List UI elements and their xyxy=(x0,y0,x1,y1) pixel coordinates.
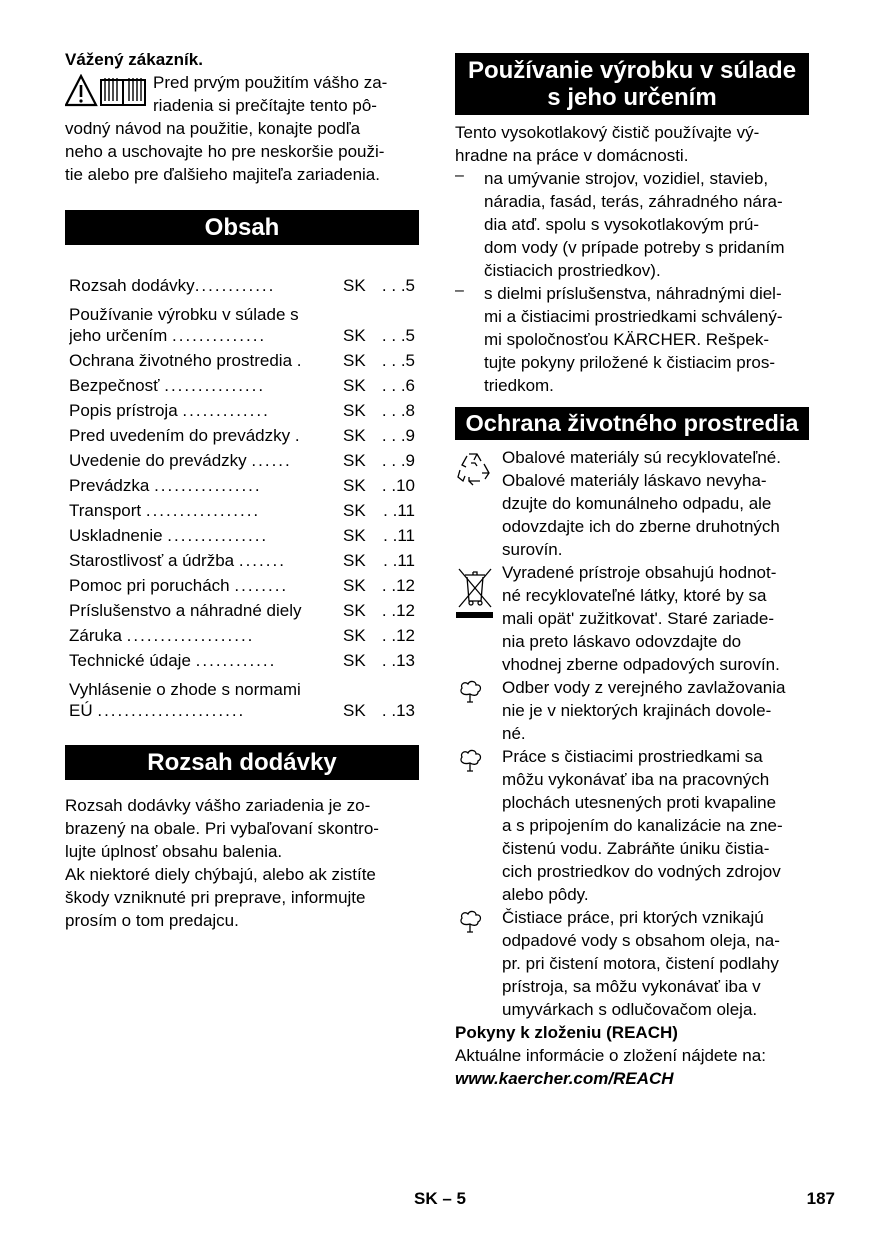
scope-line: škody vzniknuté pri preprave, informujte xyxy=(65,888,366,907)
toc-row[interactable] xyxy=(69,546,415,571)
toc-title-first-line: Používanie výrobku v súlade s xyxy=(69,305,299,324)
usage-list-item xyxy=(455,167,809,282)
toc-lang: SK xyxy=(343,626,366,645)
env-line: né recyklovateľné látky, ktoré by sa xyxy=(502,586,767,605)
toc-row[interactable] xyxy=(69,571,415,596)
toc-lang: SK xyxy=(343,351,366,370)
usage-intro-line: hradne na práce v domácnosti. xyxy=(455,146,689,165)
tree-icon xyxy=(455,910,485,936)
toc-lang: SK xyxy=(343,326,366,345)
intro-line: vodný návod na použitie, konajte podľa xyxy=(65,119,361,138)
toc-row[interactable] xyxy=(69,421,415,446)
env-line: nia preto láskavo odovzdajte do xyxy=(502,632,742,651)
usage-heading-line: s jeho určením xyxy=(547,84,717,111)
toc-dots: ........ xyxy=(234,576,289,595)
reach-text: Aktuálne informácie o zložení nájdete na: xyxy=(455,1046,766,1065)
toc-dots: ............. xyxy=(182,401,270,420)
toc-lang: SK xyxy=(343,426,366,445)
usage-body xyxy=(455,121,809,397)
toc-lang: SK xyxy=(343,451,366,470)
toc-title: jeho určením xyxy=(69,326,168,345)
scope-heading: Rozsah dodávky xyxy=(65,745,419,780)
toc-title: Príslušenstvo a náhradné diely xyxy=(69,601,302,620)
env-line: né. xyxy=(502,724,526,743)
env-line: Odber vody z verejného zavlažovania xyxy=(502,678,786,697)
toc-lang: SK xyxy=(343,651,366,670)
environment-item xyxy=(455,676,809,745)
toc-page: . .11 xyxy=(383,526,415,545)
toc-page: . . .5 xyxy=(381,276,415,295)
env-line: cich prostriedkov do vodných zdrojov xyxy=(502,862,781,881)
usage-item-line: mi spoločnosťou KÄRCHER. Rešpek- xyxy=(484,330,770,349)
toc-lang: SK xyxy=(343,276,366,295)
toc-dots: ...................... xyxy=(97,701,246,720)
scope-line: prosím o tom predajcu. xyxy=(65,911,239,930)
env-line: Obalové materiály láskavo nevyha- xyxy=(502,471,767,490)
toc-title: Rozsah dodávky xyxy=(69,276,195,295)
toc-row[interactable] xyxy=(69,646,415,671)
toc-dots: ....... xyxy=(238,551,286,570)
crossed-bin-icon xyxy=(455,565,495,625)
toc-page: . . .9 xyxy=(381,426,415,445)
toc-dots: ............... xyxy=(164,376,266,395)
toc-page: . . .8 xyxy=(381,401,415,420)
toc-page: . .12 xyxy=(381,626,415,645)
env-line: Vyradené prístroje obsahujú hodnot- xyxy=(502,563,777,582)
toc-dots: ............... xyxy=(167,526,269,545)
intro-block xyxy=(65,48,419,186)
environment-body xyxy=(455,446,809,1090)
toc-row[interactable] xyxy=(69,346,415,371)
toc-row[interactable] xyxy=(69,296,415,346)
toc-row[interactable] xyxy=(69,371,415,396)
left-column xyxy=(65,48,419,932)
env-line: Práce s čistiacimi prostriedkami sa xyxy=(502,747,763,766)
toc-lang: SK xyxy=(343,376,366,395)
usage-item-line: dom vody (v prípade potreby s pridaním xyxy=(484,238,785,257)
usage-item-line: čistiacich prostriedkov). xyxy=(484,261,661,280)
toc-page: . .11 xyxy=(383,551,415,570)
scope-line: brazený na obale. Pri vybaľovaní skontro- xyxy=(65,819,379,838)
usage-intro-line: Tento vysokotlakový čistič používajte vý- xyxy=(455,123,760,142)
table-of-contents xyxy=(69,271,415,721)
toc-title: Uskladnenie xyxy=(69,526,163,545)
reach-link[interactable]: www.kaercher.com/REACH xyxy=(455,1069,674,1088)
toc-dots: ............ xyxy=(194,276,276,295)
warning-manual-icon xyxy=(65,74,147,108)
env-line: odovzdajte ich do zberne druhotných xyxy=(502,517,780,536)
usage-item-line: s dielmi príslušenstva, náhradnými diel- xyxy=(484,284,782,303)
toc-page: . . .6 xyxy=(381,376,415,395)
env-line: odpadové vody s obsahom oleja, na- xyxy=(502,931,780,950)
toc-row[interactable] xyxy=(69,396,415,421)
page-number: 187 xyxy=(806,1189,835,1208)
footer-section: SK – 5 xyxy=(414,1189,466,1208)
salutation: Vážený zákazník. xyxy=(65,50,203,69)
env-line: surovín. xyxy=(502,540,563,559)
toc-title: Starostlivosť a údržba xyxy=(69,551,235,570)
toc-lang: SK xyxy=(343,501,366,520)
toc-dots: ................ xyxy=(154,476,262,495)
toc-page: . . .9 xyxy=(381,451,415,470)
usage-item-line: tujte pokyny priložené k čistiacim pros- xyxy=(484,353,776,372)
env-line: Obalové materiály sú recyklovateľné. xyxy=(502,448,781,467)
usage-item-line: dia atď. spolu s vysokotlakovým prú- xyxy=(484,215,760,234)
environment-item xyxy=(455,446,809,561)
tree-icon xyxy=(455,749,485,775)
toc-dots: . xyxy=(296,351,304,370)
toc-title: Záruka xyxy=(69,626,122,645)
usage-heading-line: Používanie výrobku v súlade xyxy=(467,57,797,84)
env-line: nie je v niektorých krajinách dovole- xyxy=(502,701,772,720)
scope-line: lujte úplnosť obsahu balenia. xyxy=(65,842,283,861)
intro-line: tie alebo pre ďalšieho majiteľa zariadenia. xyxy=(65,165,380,184)
scope-line: Rozsah dodávky vášho zariadenia je zo- xyxy=(65,796,371,815)
toc-row[interactable] xyxy=(69,446,415,471)
toc-lang: SK xyxy=(343,601,366,620)
usage-item-line: triedkom. xyxy=(484,376,554,395)
toc-lang: SK xyxy=(343,701,366,720)
intro-line: neho a uschovajte ho pre neskoršie použi- xyxy=(65,142,385,161)
env-line: vhodnej zberne odpadových surovín. xyxy=(502,655,780,674)
toc-dots: ................. xyxy=(145,501,261,520)
intro-line: riadenia si prečítajte tento pô- xyxy=(153,96,377,115)
toc-lang: SK xyxy=(343,576,366,595)
toc-dots: ...... xyxy=(251,451,292,470)
toc-title: Pomoc pri poruchách xyxy=(69,576,230,595)
toc-title-first-line: Vyhlásenie o zhode s normami xyxy=(69,680,301,699)
reach-title: Pokyny k zloženiu (REACH) xyxy=(455,1023,678,1042)
toc-heading: Obsah xyxy=(65,210,419,245)
toc-title: Uvedenie do prevádzky xyxy=(69,451,247,470)
toc-row[interactable] xyxy=(69,621,415,646)
toc-title: Pred uvedením do prevádzky xyxy=(69,426,291,445)
env-line: Čistiace práce, pri ktorých vznikajú xyxy=(502,908,764,927)
env-line: čistenú vodu. Zabráňte úniku čistia- xyxy=(502,839,770,858)
toc-row[interactable] xyxy=(69,471,415,496)
env-line: prístroja, sa môžu vykonávať iba v xyxy=(502,977,761,996)
environment-item xyxy=(455,561,809,676)
toc-page: . . .5 xyxy=(381,326,415,345)
scope-text xyxy=(65,794,419,932)
dash-bullet: – xyxy=(455,167,464,184)
toc-dots: . xyxy=(294,426,302,445)
toc-title: Popis prístroja xyxy=(69,401,178,420)
usage-item-line: na umývanie strojov, vozidiel, stavieb, xyxy=(484,169,769,188)
toc-lang: SK xyxy=(343,476,366,495)
toc-page: . .13 xyxy=(381,701,415,720)
toc-title: Technické údaje xyxy=(69,651,191,670)
usage-item-line: mi a čistiacimi prostriedkami schválený- xyxy=(484,307,783,326)
env-line: môžu vykonávať iba na pracovných xyxy=(502,770,770,789)
toc-page: . .12 xyxy=(381,601,415,620)
environment-item xyxy=(455,745,809,906)
toc-dots: .............. xyxy=(172,326,267,345)
env-line: umyvárkach s odlučovačom oleja. xyxy=(502,1000,758,1019)
toc-page: . .10 xyxy=(381,476,415,495)
usage-item-line: náradia, fasád, terás, záhradného nára- xyxy=(484,192,783,211)
toc-row[interactable] xyxy=(69,521,415,546)
toc-title: Ochrana životného prostredia xyxy=(69,351,293,370)
env-line: a s pripojením do kanalizácie na zne- xyxy=(502,816,783,835)
toc-lang: SK xyxy=(343,551,366,570)
env-line: alebo pôdy. xyxy=(502,885,589,904)
usage-heading xyxy=(455,53,809,115)
toc-title: EÚ xyxy=(69,701,93,720)
dash-bullet: – xyxy=(455,282,464,299)
toc-page: . .13 xyxy=(381,651,415,670)
toc-row[interactable] xyxy=(69,271,415,296)
environment-item xyxy=(455,906,809,1021)
toc-row[interactable] xyxy=(69,496,415,521)
toc-title: Bezpečnosť xyxy=(69,376,160,395)
env-line: pr. pri čistení motora, čistení podlahy xyxy=(502,954,779,973)
toc-title: Prevádzka xyxy=(69,476,150,495)
toc-dots: ................... xyxy=(126,626,255,645)
right-column xyxy=(455,53,809,1090)
tree-icon xyxy=(455,680,485,706)
intro-line: Pred prvým použitím vášho za- xyxy=(153,73,388,92)
toc-page: . . .5 xyxy=(381,351,415,370)
toc-row[interactable] xyxy=(69,596,415,621)
toc-title: Transport xyxy=(69,501,142,520)
toc-page: . .11 xyxy=(383,501,415,520)
toc-lang: SK xyxy=(343,526,366,545)
env-line: mali opät' zužitkovat'. Staré zariade- xyxy=(502,609,774,628)
toc-row[interactable] xyxy=(69,671,415,721)
usage-list-item xyxy=(455,282,809,397)
env-line: plochách utesnených proti kvapaline xyxy=(502,793,777,812)
toc-page: . .12 xyxy=(381,576,415,595)
recycle-icon xyxy=(455,450,493,490)
env-line: dzujte do komunálneho odpadu, ale xyxy=(502,494,772,513)
toc-dots: ............ xyxy=(195,651,277,670)
toc-lang: SK xyxy=(343,401,366,420)
scope-line: Ak niektoré diely chýbajú, alebo ak zistíte xyxy=(65,865,376,884)
environment-heading: Ochrana životného prostredia xyxy=(455,407,809,440)
